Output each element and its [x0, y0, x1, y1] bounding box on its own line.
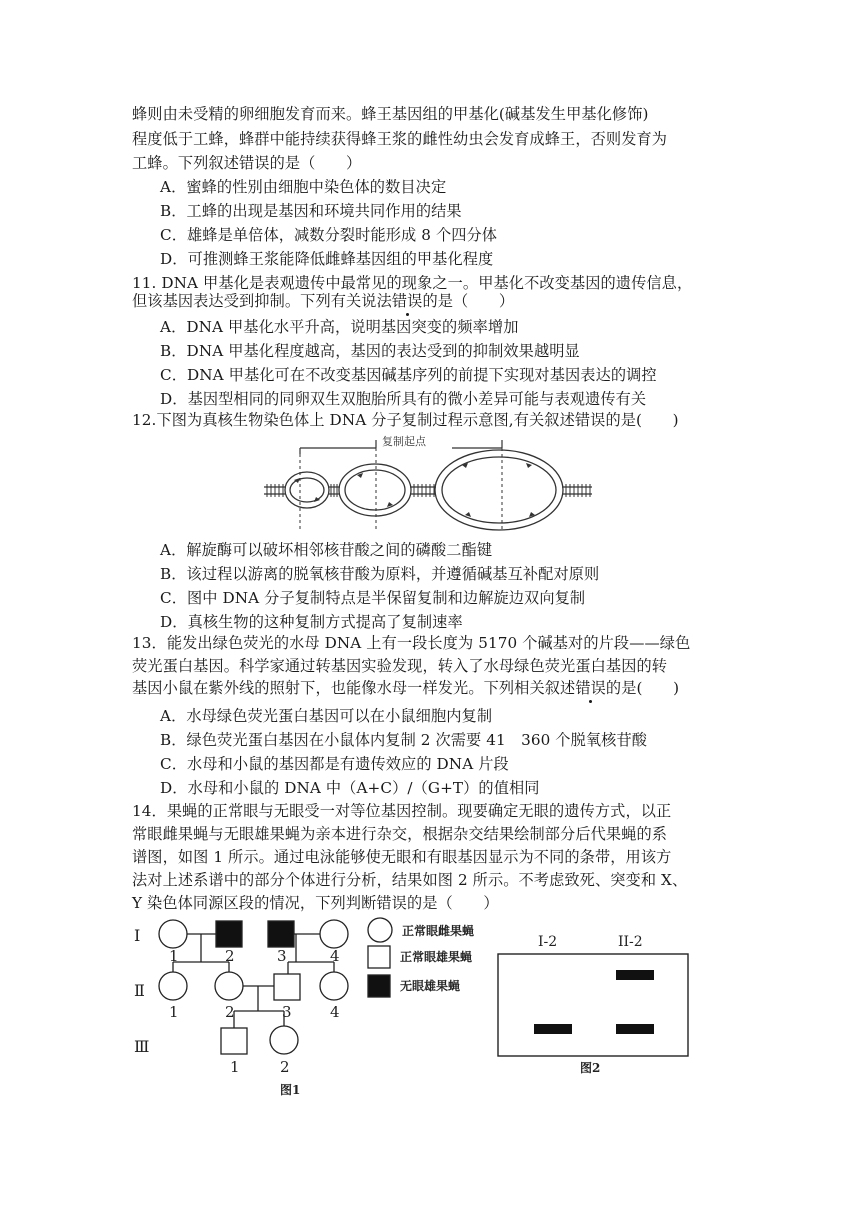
- q14-line-4: 法对上述系谱中的部分个体进行分析，结果如图 2 所示。不考虑致死、突变和 X、: [132, 871, 688, 889]
- gel-band: [616, 970, 654, 980]
- gel-frame: [498, 954, 688, 1056]
- q14-line-5: Y 染色体同源区段的情况，下列判断错误的是（ ）: [132, 894, 499, 912]
- individual-number: 4: [330, 947, 340, 965]
- emphasis-word: 错误: [239, 154, 270, 172]
- answer-blank: 的是（ ）: [269, 154, 362, 172]
- generation-label: Ⅰ: [134, 926, 141, 945]
- q12-line-1: 12.下图为真核生物染色体上 DNA 分子复制过程示意图,有关叙述错误的是( ): [132, 411, 679, 429]
- normal-female-symbol: [320, 920, 348, 948]
- q10-text: 工蜂。下列叙述: [132, 154, 240, 172]
- q13-option-a: A．水母绿色荧光蛋白基因可以在小鼠细胞内复制: [160, 707, 493, 725]
- q10-option-a: A．蜜蜂的性别由细胞中染色体的数目决定: [160, 178, 447, 196]
- q14-line-1: 14．果蝇的正常眼与无眼受一对等位基因控制。现要确定无眼的遗传方式，以正: [132, 802, 672, 820]
- legend-label: 正常眼雌果蝇: [402, 924, 475, 938]
- q13-option-d: D．水母和小鼠的 DNA 中（A+C）/（G+T）的值相同: [160, 779, 540, 797]
- q13-line-2: 荧光蛋白基因。科学家通过转基因实验发现，转入了水母绿色荧光蛋白基因的转: [132, 657, 668, 675]
- q12-option-a: A．解旋酶可以破坏相邻核苷酸之间的磷酸二酯键: [160, 541, 493, 559]
- q10-line-2: 程度低于工蜂，蜂群中能持续获得蜂王浆的雌性幼虫会发育成蜂王，否则发育为: [132, 130, 668, 148]
- individual-number: 1: [230, 1058, 240, 1076]
- q12-option-d: D．真核生物的这种复制方式提高了复制速率: [160, 613, 463, 631]
- q11-option-d: D．基因型相同的同卵双生双胞胎所具有的微小差异可能与表观遗传有关: [160, 390, 647, 408]
- emphasis-text: 错误: [575, 679, 606, 697]
- normal-female-symbol: [159, 972, 187, 1000]
- replication-bubble-3: [435, 450, 563, 530]
- q11-text: 但该基因表达受到抑制。下列有关说法: [132, 292, 392, 310]
- replication-bubble-1: [285, 472, 329, 508]
- eyeless-male-symbol: [268, 921, 294, 947]
- q11-option-c: C．DNA 甲基化可在不改变基因碱基序列的前提下实现对基因表达的调控: [160, 366, 657, 384]
- generation-label: Ⅲ: [134, 1037, 150, 1056]
- q12-option-c: C．图中 DNA 分子复制特点是半保留复制和边解旋边双向复制: [160, 589, 586, 607]
- q14-line-3: 谱图，如图 1 所示。通过电泳能够使无眼和有眼基因显示为不同的条带，用该方: [132, 848, 672, 866]
- lane-label: II-2: [618, 934, 643, 950]
- q10-line-3: [132, 153, 361, 173]
- q11-line-2: [132, 291, 514, 311]
- legend-label: 无眼雄果蝇: [400, 979, 461, 993]
- q13-line-3: [132, 678, 679, 698]
- normal-female-symbol: [270, 1026, 298, 1054]
- q13-option-b: B．绿色荧光蛋白基因在小鼠体内复制 2 次需要 41 360 个脱氧核苷酸: [160, 731, 648, 749]
- normal-female-symbol: [320, 972, 348, 1000]
- q12-option-b: B．该过程以游离的脱氧核苷酸为原料，并遵循碱基互补配对原则: [160, 565, 600, 583]
- dna-replication-figure: [262, 432, 594, 534]
- pedigree-symbols: [159, 920, 348, 1054]
- q13-option-c: C．水母和小鼠的基因都是有遗传效应的 DNA 片段: [160, 755, 509, 773]
- q10-option-d: D．可推测蜂王浆能降低雌蜂基因组的甲基化程度: [160, 250, 494, 268]
- pedigree-figure: [128, 914, 508, 1104]
- q11-line-1: 11. DNA 甲基化是表观遗传中最常见的现象之一。甲基化不改变基因的遗传信息，: [132, 274, 693, 292]
- q11-option-b: B．DNA 甲基化程度越高，基因的表达受到的抑制效果越明显: [160, 342, 580, 360]
- pedigree-lines: [173, 934, 334, 1028]
- individual-number: 1: [169, 1003, 179, 1021]
- individual-number: 4: [330, 1003, 340, 1021]
- normal-male-symbol: [274, 974, 300, 1000]
- legend-male-symbol: [368, 946, 390, 968]
- lane-label: I-2: [538, 934, 558, 950]
- q13-line-1: 13．能发出绿色荧光的水母 DNA 上有一段长度为 5170 个碱基对的片段——绿色: [132, 634, 691, 652]
- q10-option-b: B．工蜂的出现是基因和环境共同作用的结果: [160, 202, 462, 220]
- normal-male-symbol: [221, 1028, 247, 1054]
- q13-text: 基因小鼠在紫外线的照射下，也能像水母一样发光。下列相关叙述: [132, 679, 576, 697]
- individual-number: 3: [277, 947, 287, 965]
- electrophoresis-figure: [494, 930, 694, 1078]
- q10-option-c: C．雄蜂是单倍体，减数分裂时能形成 8 个四分体: [160, 226, 498, 244]
- individual-number: 2: [280, 1058, 290, 1076]
- legend-label: 正常眼雄果蝇: [400, 950, 473, 964]
- eyeless-male-symbol: [216, 921, 242, 947]
- emphasis-text: 错误: [391, 292, 423, 310]
- figure-caption: 图1: [280, 1083, 301, 1097]
- individual-number: 3: [282, 1003, 292, 1021]
- emphasis-word: [392, 291, 423, 311]
- gel-band: [534, 1024, 572, 1034]
- origin-label: 复制起点: [382, 435, 426, 448]
- generation-label: Ⅱ: [134, 981, 145, 1000]
- emphasis-word: [575, 678, 606, 698]
- legend-female-symbol: [368, 918, 392, 942]
- answer-blank: 的是( ): [605, 679, 680, 697]
- q11-option-a: A．DNA 甲基化水平升高，说明基因突变的频率增加: [160, 318, 519, 336]
- individual-number: 2: [225, 947, 235, 965]
- replication-bubble-2: [339, 464, 411, 516]
- normal-female-symbol: [215, 972, 243, 1000]
- answer-blank: 的是（ ）: [422, 292, 515, 310]
- pedigree-legend: [368, 918, 392, 997]
- gel-band: [616, 1024, 654, 1034]
- base-pair-ticks: [267, 484, 590, 497]
- q10-line-1: 蜂则由未受精的卵细胞发育而来。蜂王基因组的甲基化(碱基发生甲基化修饰): [132, 105, 649, 123]
- individual-number: 1: [169, 947, 179, 965]
- figure-caption: 图2: [580, 1061, 601, 1075]
- legend-eyeless-symbol: [368, 975, 390, 997]
- dna-duplex: [264, 487, 592, 494]
- individual-number: 2: [225, 1003, 235, 1021]
- q14-line-2: 常眼雌果蝇与无眼雄果蝇为亲本进行杂交，根据杂交结果绘制部分后代果蝇的系: [132, 825, 668, 843]
- normal-female-symbol: [159, 920, 187, 948]
